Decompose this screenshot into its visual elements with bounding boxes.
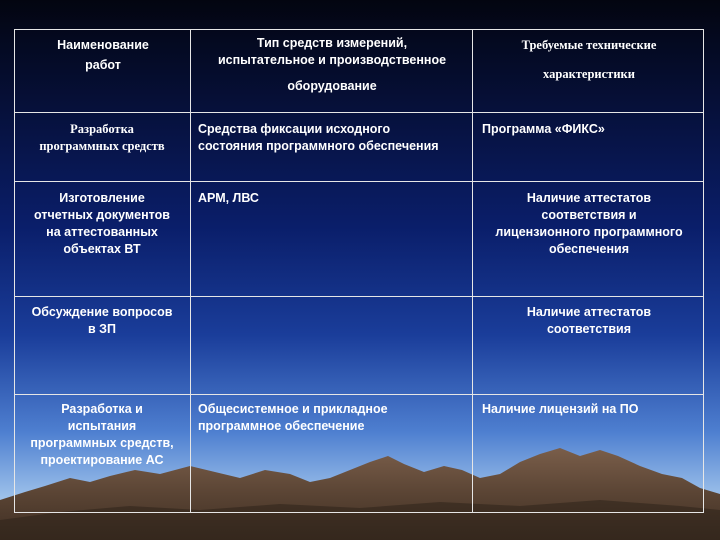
column-divider [472,29,473,513]
column-divider [190,29,191,513]
cell-line: АРМ, ЛВС [198,191,259,205]
row-divider [14,112,704,113]
header-equipment-line: испытательное и производственное [217,53,447,67]
row-divider [14,296,704,297]
row3-work [18,304,186,338]
cell-line: проектирование АС [40,453,164,467]
cell-line: объектах ВТ [63,242,141,256]
cell-line: Наличие аттестатов [526,191,652,205]
cell-line: Программа «ФИКС» [482,122,605,136]
header-equipment-line: оборудование [287,79,377,93]
cell-line: программное обеспечение [198,419,365,433]
cell-line: Общесистемное и прикладное [198,402,388,416]
header-requirements [478,37,700,83]
row3-requirements [478,304,700,338]
cell-line: на аттестованных [46,225,158,239]
cell-line: состояния программного обеспечения [198,139,439,153]
row1-requirements [482,121,700,138]
cell-line: обеспечения [548,242,630,256]
header-work-name [40,37,166,74]
row2-equipment [198,190,472,207]
row-divider [14,394,704,395]
row4-work [18,401,186,469]
header-requirements-line: Требуемые технические [521,38,657,52]
row2-requirements [478,190,700,258]
row2-work [18,190,186,258]
cell-line: Наличие аттестатов [526,305,652,319]
cell-line: Средства фиксации исходного [198,122,391,136]
cell-line: отчетных документов [34,208,170,222]
cell-line: Наличие лицензий на ПО [482,402,639,416]
cell-line: программных средств [39,139,165,153]
header-requirements-line: характеристики [543,67,635,81]
cell-line: соответствия [546,322,632,336]
row1-work [18,121,186,155]
cell-line: соответствия и [541,208,637,222]
row4-equipment [198,401,472,435]
cell-line: лицензионного программного [495,225,683,239]
cell-line: Разработка и [61,402,143,416]
row1-equipment [198,121,472,155]
row-divider [14,181,704,182]
header-work-line: Наименование [57,38,149,52]
header-work-line: работ [85,58,121,72]
cell-line: испытания [67,419,137,433]
cell-line: Обсуждение вопросов [31,305,173,319]
cell-line: в ЗП [88,322,116,336]
cell-line: Разработка [70,122,134,136]
cell-line: Изготовление [59,191,145,205]
header-equipment-line: Тип средств измерений, [256,36,408,50]
header-equipment-type [194,35,470,95]
cell-line: программных средств, [30,436,174,450]
row4-requirements [482,401,700,418]
